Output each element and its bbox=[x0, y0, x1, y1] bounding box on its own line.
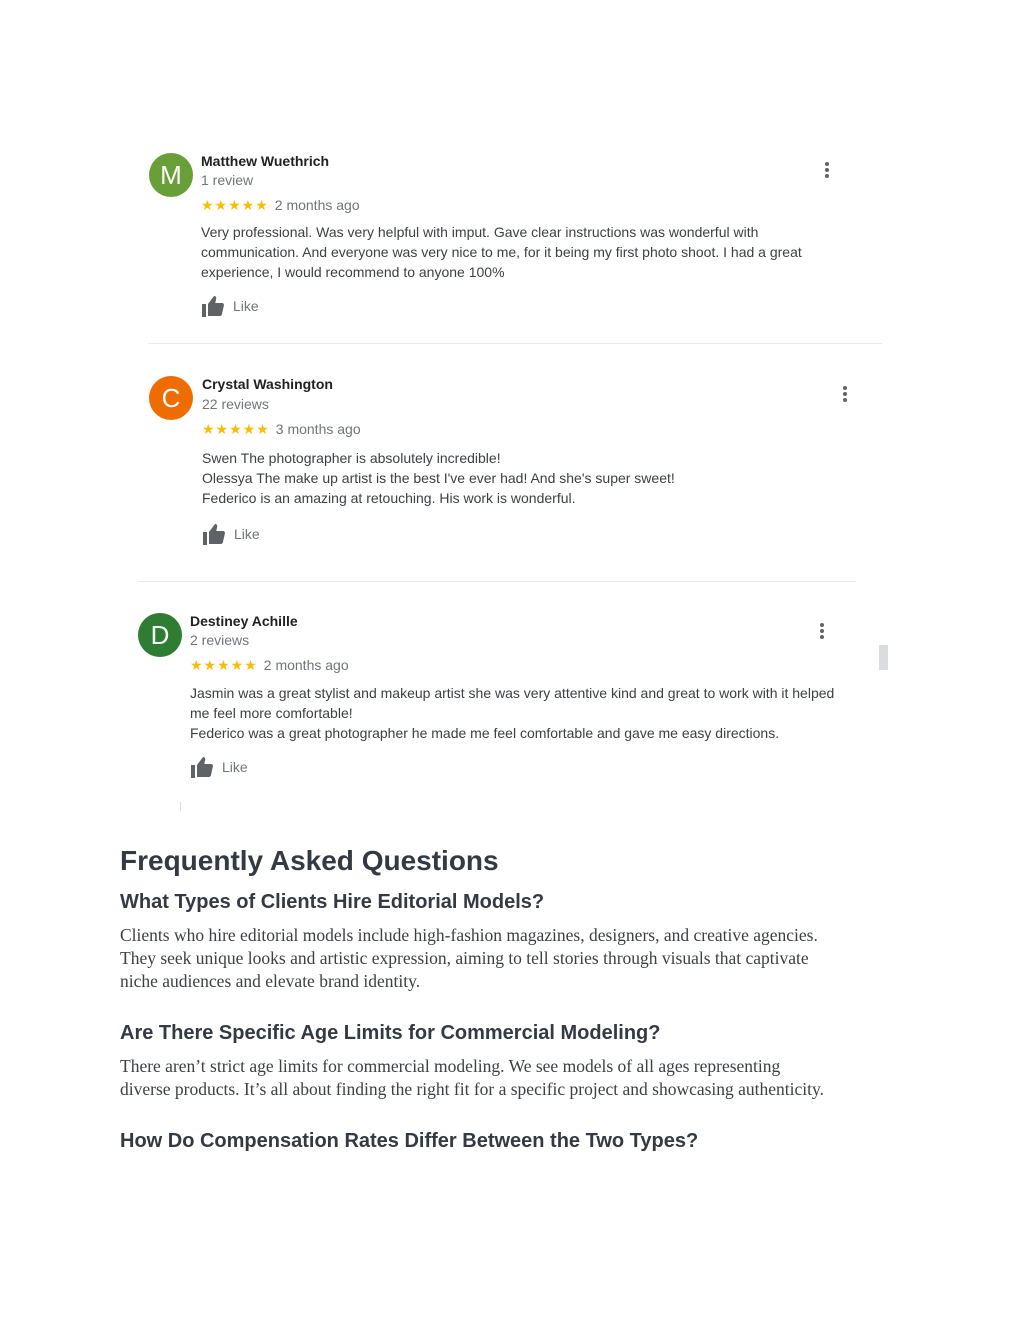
reviewer-name[interactable]: Crystal Washington bbox=[202, 376, 333, 392]
more-options-icon[interactable] bbox=[842, 386, 848, 404]
review-text-line: Federico was a great photographer he made me feel comfortable and gave me easy directions. bbox=[190, 725, 780, 741]
review-text-line: Federico is an amazing at retouching. His work is wonderful. bbox=[202, 490, 576, 506]
faq-answer-line: diverse products. It’s all about finding the right fit for a specific project and showcasing authenticity. bbox=[120, 1079, 825, 1099]
review-text bbox=[202, 448, 675, 508]
review-text-line: experience, I would recommend to anyone 100% bbox=[201, 264, 505, 280]
review-text-line: me feel more comfortable! bbox=[190, 705, 353, 721]
review-text-line: communication. And everyone was very nice to me, for it being my first photo shoot. I had a great bbox=[201, 244, 802, 260]
like-label: Like bbox=[233, 298, 259, 314]
faq-answer bbox=[120, 1055, 824, 1101]
review-text bbox=[201, 222, 802, 282]
star-rating-icon: ★★★★★ bbox=[201, 197, 269, 213]
star-rating-icon: ★★★★★ bbox=[190, 657, 258, 673]
faq-question: What Types of Clients Hire Editorial Models? bbox=[120, 891, 545, 913]
avatar: D bbox=[138, 613, 182, 657]
review-count: 2 reviews bbox=[190, 632, 250, 648]
like-button[interactable] bbox=[202, 523, 260, 545]
faq-answer-line: niche audiences and elevate brand identity. bbox=[120, 971, 421, 991]
like-label: Like bbox=[234, 526, 260, 542]
reviewer-name[interactable]: Destiney Achille bbox=[190, 613, 298, 629]
more-options-icon[interactable] bbox=[824, 162, 830, 180]
faq-heading: Frequently Asked Questions bbox=[120, 845, 499, 876]
reviewer-name[interactable]: Matthew Wuethrich bbox=[201, 153, 330, 169]
review-text bbox=[190, 683, 834, 743]
scroll-mark bbox=[180, 802, 181, 811]
like-label: Like bbox=[222, 759, 248, 775]
thumb-up-icon bbox=[201, 295, 225, 317]
scrollbar-thumb[interactable] bbox=[879, 645, 888, 670]
review-time: 2 months ago bbox=[263, 657, 349, 673]
thumb-up-icon bbox=[202, 523, 226, 545]
more-options-icon[interactable] bbox=[819, 623, 825, 641]
faq-answer bbox=[120, 924, 818, 993]
rating-row bbox=[190, 657, 349, 674]
avatar: M bbox=[149, 153, 193, 197]
divider bbox=[138, 581, 856, 582]
review-time: 3 months ago bbox=[275, 421, 361, 437]
faq-answer-line: Clients who hire editorial models include high-fashion magazines, designers, and creative agencies. bbox=[120, 925, 818, 945]
divider bbox=[148, 343, 882, 344]
review-text-line: Swen The photographer is absolutely incredible! bbox=[202, 450, 501, 466]
review-text-line: Olessya The make up artist is the best I've ever had! And she's super sweet! bbox=[202, 470, 675, 486]
like-button[interactable] bbox=[190, 756, 248, 778]
rating-row bbox=[201, 197, 360, 214]
review-count: 1 review bbox=[201, 172, 254, 188]
avatar: C bbox=[149, 376, 193, 420]
faq-question: Are There Specific Age Limits for Commercial Modeling? bbox=[120, 1022, 661, 1044]
review-text-line: Jasmin was a great stylist and makeup artist she was very attentive kind and great to work with it helped bbox=[190, 685, 835, 701]
faq-answer-line: They seek unique looks and artistic expression, aiming to tell stories through visuals that captivate bbox=[120, 948, 809, 968]
rating-row bbox=[202, 421, 361, 438]
faq-answer-line: There aren’t strict age limits for commercial modeling. We see models of all ages representing bbox=[120, 1056, 781, 1076]
faq-question: How Do Compensation Rates Differ Between the Two Types? bbox=[120, 1130, 699, 1152]
review-text-line: Very professional. Was very helpful with imput. Gave clear instructions was wonderful with bbox=[201, 224, 759, 240]
review-time: 2 months ago bbox=[274, 197, 360, 213]
like-button[interactable] bbox=[201, 295, 259, 317]
thumb-up-icon bbox=[190, 756, 214, 778]
star-rating-icon: ★★★★★ bbox=[202, 421, 270, 437]
review-count: 22 reviews bbox=[202, 396, 269, 412]
